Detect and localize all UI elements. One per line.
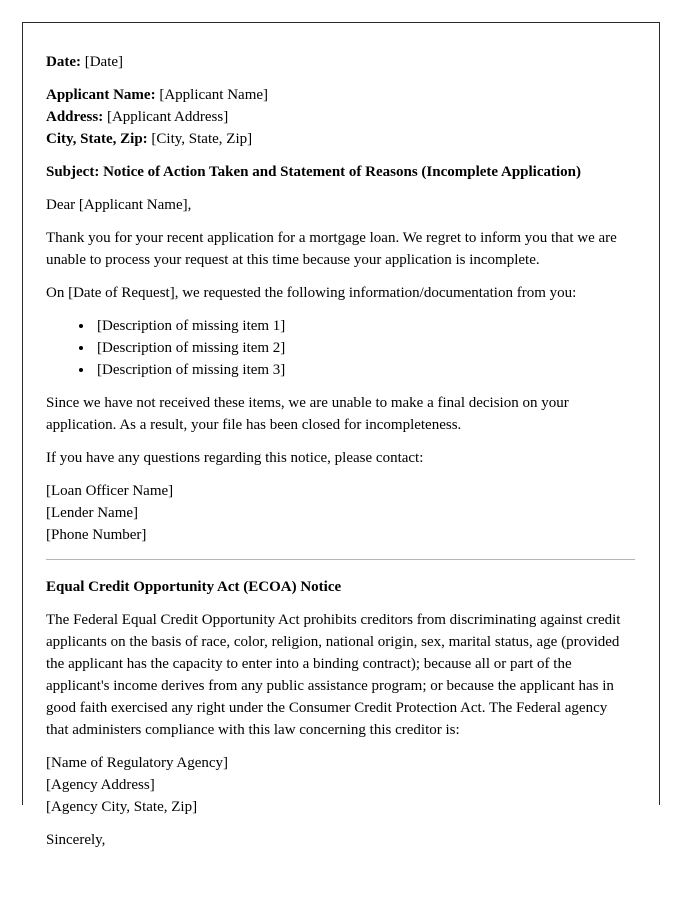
body-paragraph-3: Since we have not received these items, we are unable to make a final decision on your application. As a result, your file has been closed for incompleteness. — [46, 395, 569, 433]
agency-address: [Agency Address] — [46, 777, 155, 793]
lender-name: [Lender Name] — [46, 505, 139, 521]
missing-items-list — [46, 315, 633, 381]
date-line — [46, 51, 633, 73]
applicant-name-label: Applicant Name: — [46, 87, 156, 103]
regulatory-agency-block — [46, 752, 633, 818]
date-label: Date: — [46, 54, 81, 70]
list-item: • [Description of missing item 2] — [94, 337, 633, 359]
recipient-block — [46, 84, 633, 150]
document-content — [23, 23, 659, 851]
section-divider — [46, 559, 635, 560]
body-paragraph-2: On [Date of Request], we requested the following information/documentation from you: — [46, 285, 577, 301]
agency-name: [Name of Regulatory Agency] — [46, 755, 229, 771]
salutation: Dear [Applicant Name], — [46, 197, 192, 213]
list-item: • [Description of missing item 3] — [94, 359, 633, 381]
agency-city-state-zip: [Agency City, State, Zip] — [46, 799, 198, 815]
list-item: • [Description of missing item 1] — [94, 315, 633, 337]
applicant-name-line — [46, 84, 633, 106]
sign-off: Sincerely, — [46, 832, 106, 848]
applicant-city-state-zip-line — [46, 128, 633, 150]
applicant-name-value: [Applicant Name] — [159, 87, 269, 103]
loan-officer-name: [Loan Officer Name] — [46, 483, 174, 499]
document-page — [22, 22, 660, 848]
contact-block — [46, 480, 633, 546]
applicant-city-state-zip-value: [City, State, Zip] — [151, 131, 253, 147]
ecoa-heading: Equal Credit Opportunity Act (ECOA) Notice — [46, 579, 342, 595]
subject-line: Subject: Notice of Action Taken and Statement of Reasons (Incomplete Application) — [46, 164, 581, 180]
applicant-city-state-zip-label: City, State, Zip: — [46, 131, 148, 147]
applicant-address-value: [Applicant Address] — [106, 109, 229, 125]
date-value: [Date] — [84, 54, 124, 70]
ecoa-body-paragraph: The Federal Equal Credit Opportunity Act prohibits creditors from discriminating against credit applicants on the basis of race, color, religion, national origin, sex, marital status, age (provided the applicant has the capacity to enter into a binding contract); because all or part of the applicant's income derives from any public assistance program; or because the applicant has in good faith exercised any right under the Consumer Credit Protection Act. The Federal agency that administers compliance with this law concerning this creditor is: — [46, 612, 621, 738]
applicant-address-label: Address: — [46, 109, 104, 125]
body-paragraph-1: Thank you for your recent application for a mortgage loan. We regret to inform you that we are unable to process your request at this time because your application is incomplete. — [46, 230, 617, 268]
phone-number: [Phone Number] — [46, 527, 147, 543]
applicant-address-line — [46, 106, 633, 128]
body-paragraph-4: If you have any questions regarding this notice, please contact: — [46, 450, 424, 466]
